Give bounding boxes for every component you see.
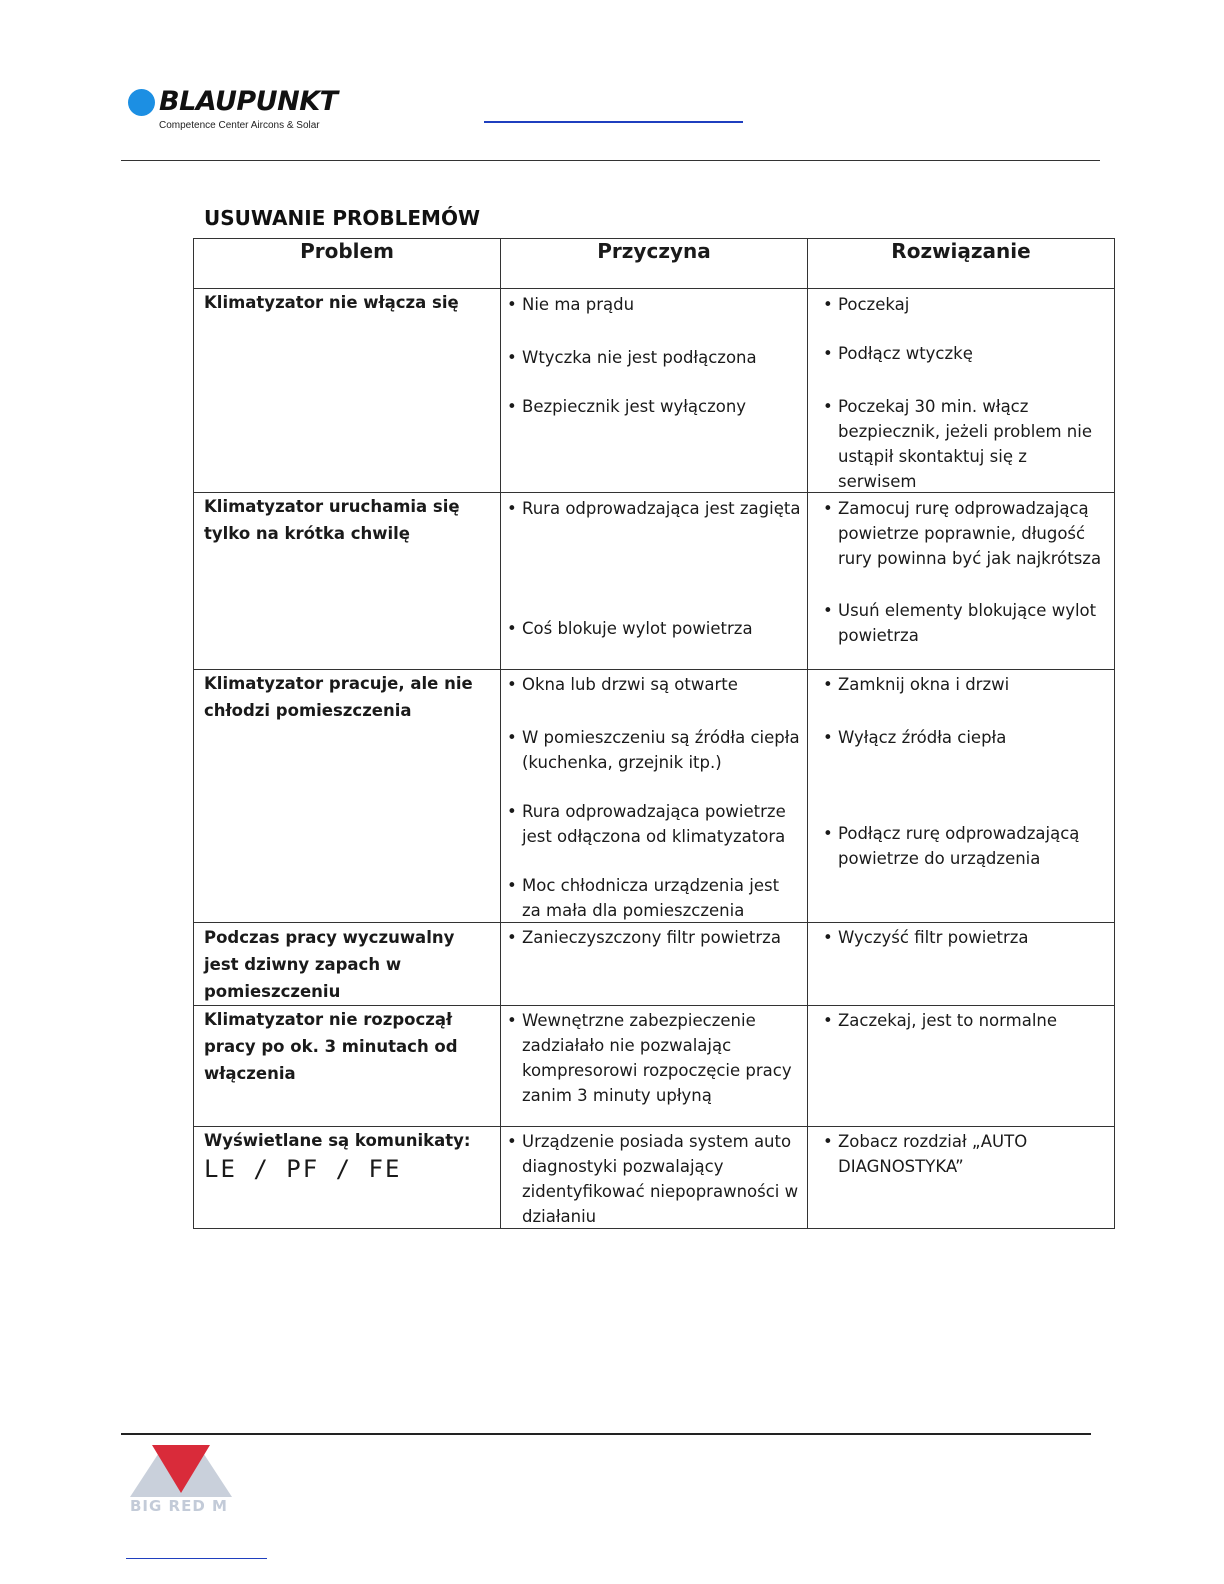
table-header-row — [194, 239, 1115, 289]
solution-item: • Zamknij okna i drzwi — [823, 672, 1108, 697]
section-title: USUWANIE PROBLEMÓW — [204, 206, 481, 230]
solution-item: • Zaczekaj, jest to normalne — [823, 1008, 1108, 1033]
table-row — [194, 670, 1115, 923]
table-row — [194, 493, 1115, 670]
cause-cell — [501, 289, 808, 493]
troubleshooting-table — [193, 238, 1115, 1229]
cause-item: • Coś blokuje wylot powietrza — [507, 616, 801, 641]
cause-cell — [501, 670, 808, 923]
problem-cell — [194, 1127, 501, 1229]
solution-cell — [808, 1006, 1115, 1127]
table-row — [194, 289, 1115, 493]
solution-item: • Podłącz rurę odprowadzającą powietrze do urządzenia — [823, 821, 1108, 871]
cause-item: • W pomieszczeniu są źródła ciepła (kuchenka, grzejnik itp.) — [507, 725, 801, 775]
problem-cell — [194, 923, 501, 1006]
header-link-underline[interactable] — [484, 121, 743, 123]
footer-link-underline[interactable] — [126, 1558, 267, 1559]
problem-cell — [194, 289, 501, 493]
solution-item: • Zamocuj rurę odprowadzającą powietrze poprawnie, długość rury powinna być jak najkrótsza — [823, 496, 1108, 571]
problem-cell — [194, 1006, 501, 1127]
cause-item: • Okna lub drzwi są otwarte — [507, 672, 801, 697]
cause-item: • Nie ma prądu — [507, 292, 801, 317]
solution-item: • Usuń elementy blokujące wylot powietrza — [823, 598, 1108, 648]
cause-cell — [501, 493, 808, 670]
solution-item: • Podłącz wtyczkę — [823, 341, 1108, 366]
cause-item: • Zanieczyszczony filtr powietrza — [507, 925, 801, 950]
header-problem: Problem — [194, 239, 501, 289]
table-row — [194, 1006, 1115, 1127]
problem-text: Klimatyzator nie włącza się — [204, 293, 459, 312]
logo-dot-icon — [128, 89, 155, 116]
problem-text: Podczas pracy wyczuwalny jest dziwny zapach w pomieszczeniu — [204, 928, 455, 1001]
brand-name: BLAUPUNKT — [159, 86, 338, 117]
problem-cell — [194, 670, 501, 923]
blaupunkt-logo — [128, 86, 368, 136]
brand-tagline: Competence Center Aircons & Solar — [159, 120, 320, 131]
cause-cell — [501, 923, 808, 1006]
table-row — [194, 1127, 1115, 1229]
cause-item: • Urządzenie posiada system auto diagnostyki pozwalający zidentyfikować niepoprawności w działaniu — [507, 1129, 801, 1229]
problem-cell — [194, 493, 501, 670]
problem-text: Klimatyzator pracuje, ale nie chłodzi pomieszczenia — [204, 674, 473, 720]
table-row — [194, 923, 1115, 1006]
cause-item: • Rura odprowadzająca powietrze jest odłączona od klimatyzatora — [507, 799, 801, 849]
big-red-m-triangle-icon — [130, 1445, 232, 1497]
cause-cell — [501, 1006, 808, 1127]
big-red-m-logo — [130, 1445, 232, 1520]
solution-cell — [808, 923, 1115, 1006]
solution-item: • Poczekaj 30 min. włącz bezpiecznik, jeżeli problem nie ustąpił skontaktuj się z serwisem — [823, 394, 1108, 494]
solution-item: • Wyczyść filtr powietrza — [823, 925, 1108, 950]
cause-item: • Moc chłodnicza urządzenia jest za mała dla pomieszczenia — [507, 873, 801, 923]
problem-text: Klimatyzator nie rozpoczął pracy po ok. 3 minutach od włączenia — [204, 1010, 458, 1083]
header-divider — [121, 160, 1100, 161]
cause-item: • Wtyczka nie jest podłączona — [507, 345, 801, 370]
error-codes: LE / PF / FE — [204, 1155, 402, 1183]
footer-logo-text: BIG RED M — [130, 1497, 228, 1515]
solution-item: • Poczekaj — [823, 292, 1108, 317]
solution-cell — [808, 1127, 1115, 1229]
cause-item: • Rura odprowadzająca jest zagięta — [507, 496, 801, 521]
header-solution: Rozwiązanie — [808, 239, 1115, 289]
solution-cell — [808, 289, 1115, 493]
cause-item: • Bezpiecznik jest wyłączony — [507, 394, 801, 419]
solution-cell — [808, 493, 1115, 670]
problem-text: Klimatyzator uruchamia się tylko na krótka chwilę — [204, 497, 460, 543]
solution-item: • Wyłącz źródła ciepła — [823, 725, 1108, 750]
solution-item: • Zobacz rozdział „AUTO DIAGNOSTYKA” — [823, 1129, 1108, 1179]
problem-text: Wyświetlane są komunikaty: — [204, 1131, 471, 1150]
cause-item: • Wewnętrzne zabezpieczenie zadziałało nie pozwalając kompresorowi rozpoczęcie pracy zanim 3 minuty upłyną — [507, 1008, 801, 1108]
footer-divider — [121, 1433, 1091, 1435]
header-cause: Przyczyna — [501, 239, 808, 289]
solution-cell — [808, 670, 1115, 923]
cause-cell — [501, 1127, 808, 1229]
